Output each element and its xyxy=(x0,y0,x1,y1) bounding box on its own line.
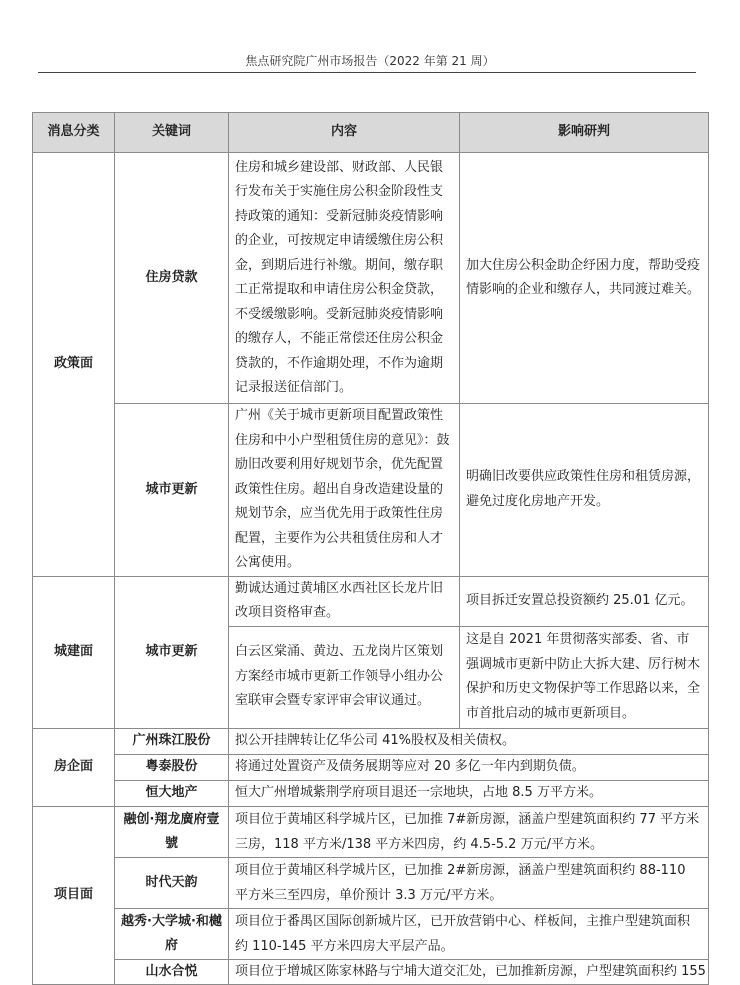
content-cell: 项目位于增城区陈家林路与宁埔大道交汇处，已加推新房源，户型建筑面积约 155 xyxy=(229,959,709,985)
keyword-cell: 越秀·大学城·和樾府 xyxy=(115,908,229,959)
keyword-cell: 城市更新 xyxy=(115,404,229,577)
impact-cell: 加大住房公积金助企纾困力度，帮助受疫情影响的企业和缴存人，共同渡过难关。 xyxy=(460,153,709,404)
content-cell: 拟公开挂牌转让亿华公司 41%股权及相关债权。 xyxy=(229,728,709,754)
column-header-keyword: 关键词 xyxy=(115,113,229,153)
column-header-impact: 影响研判 xyxy=(460,113,709,153)
table-header-row xyxy=(33,113,709,153)
content-cell: 白云区棠涌、黄边、五龙岗片区策划方案经市城市更新工作领导小组办公室联审会暨专家评审会审议通过。 xyxy=(229,626,460,728)
keyword-cell: 融创·翔龙廣府壹號 xyxy=(115,806,229,857)
impact-cell: 这是自 2021 年贯彻落实部委、省、市强调城市更新中防止大拆大建、厉行树木保护和历史文物保护等工作思路以来，全市首批启动的城市更新项目。 xyxy=(460,626,709,728)
table-row xyxy=(33,728,709,754)
content-cell: 项目位于番禺区国际创新城片区，已开放营销中心、样板间，主推户型建筑面积约 110-145 平方米四房大平层产品。 xyxy=(229,908,709,959)
content-cell: 将通过处置资产及债务展期等应对 20 多亿一年内到期负债。 xyxy=(229,754,709,780)
category-cell: 政策面 xyxy=(33,153,115,577)
header-divider xyxy=(38,72,696,73)
table-row xyxy=(33,153,709,404)
impact-cell: 明确旧改要供应政策性住房和租赁房源，避免过度化房地产开发。 xyxy=(460,404,709,577)
impact-cell: 项目拆迁安置总投资额约 25.01 亿元。 xyxy=(460,576,709,626)
table-row xyxy=(33,754,709,780)
category-cell: 项目面 xyxy=(33,806,115,985)
keyword-cell: 粤泰股份 xyxy=(115,754,229,780)
category-cell: 房企面 xyxy=(33,728,115,806)
keyword-cell: 广州珠江股份 xyxy=(115,728,229,754)
content-cell: 住房和城乡建设部、财政部、人民银行发布关于实施住房公积金阶段性支持政策的通知：受新冠肺炎疫情影响的企业，可按规定申请缓缴住房公积金，到期后进行补缴。期间，缴存职工正常提取和申请住房公积金贷款，不受缓缴影响。受新冠肺炎疫情影响的缴存人，不能正常偿还住房公积金贷款的，不作逾期处理，不作为逾期记录报送征信部门。 xyxy=(229,153,460,404)
keyword-cell: 城市更新 xyxy=(115,576,229,728)
keyword-cell: 时代天韵 xyxy=(115,857,229,908)
keyword-cell: 恒大地产 xyxy=(115,780,229,806)
content-cell: 恒大广州增城紫荆学府项目退还一宗地块，占地 8.5 万平方米。 xyxy=(229,780,709,806)
category-cell: 城建面 xyxy=(33,576,115,728)
page-header-title: 焦点研究院广州市场报告（2022 年第 21 周） xyxy=(245,54,495,68)
table-row xyxy=(33,908,709,959)
table-row xyxy=(33,576,709,626)
column-header-category: 消息分类 xyxy=(33,113,115,153)
news-table xyxy=(32,112,709,985)
table-row xyxy=(33,780,709,806)
table-row xyxy=(33,404,709,577)
content-cell: 项目位于黄埔区科学城片区，已加推 2#新房源，涵盖户型建筑面积约 88-110 平方米三至四房，单价预计 3.3 万元/平方米。 xyxy=(229,857,709,908)
content-cell: 勤诚达通过黄埔区水西社区长龙片旧改项目资格审查。 xyxy=(229,576,460,626)
table-row xyxy=(33,857,709,908)
content-cell: 广州《关于城市更新项目配置政策性住房和中小户型租赁住房的意见》：鼓励旧改要利用好规划节余，优先配置政策性住房。超出自身改造建设量的规划节余，应当优先用于政策性住房配置，主要作为公共租赁住房和人才公寓使用。 xyxy=(229,404,460,577)
keyword-cell: 山水合悦 xyxy=(115,959,229,985)
column-header-content: 内容 xyxy=(229,113,460,153)
keyword-cell: 住房贷款 xyxy=(115,153,229,404)
table-row xyxy=(33,806,709,857)
content-cell: 项目位于黄埔区科学城片区，已加推 7#新房源，涵盖户型建筑面积约 77 平方米三房，118 平方米/138 平方米四房，约 4.5-5.2 万元/平方米。 xyxy=(229,806,709,857)
